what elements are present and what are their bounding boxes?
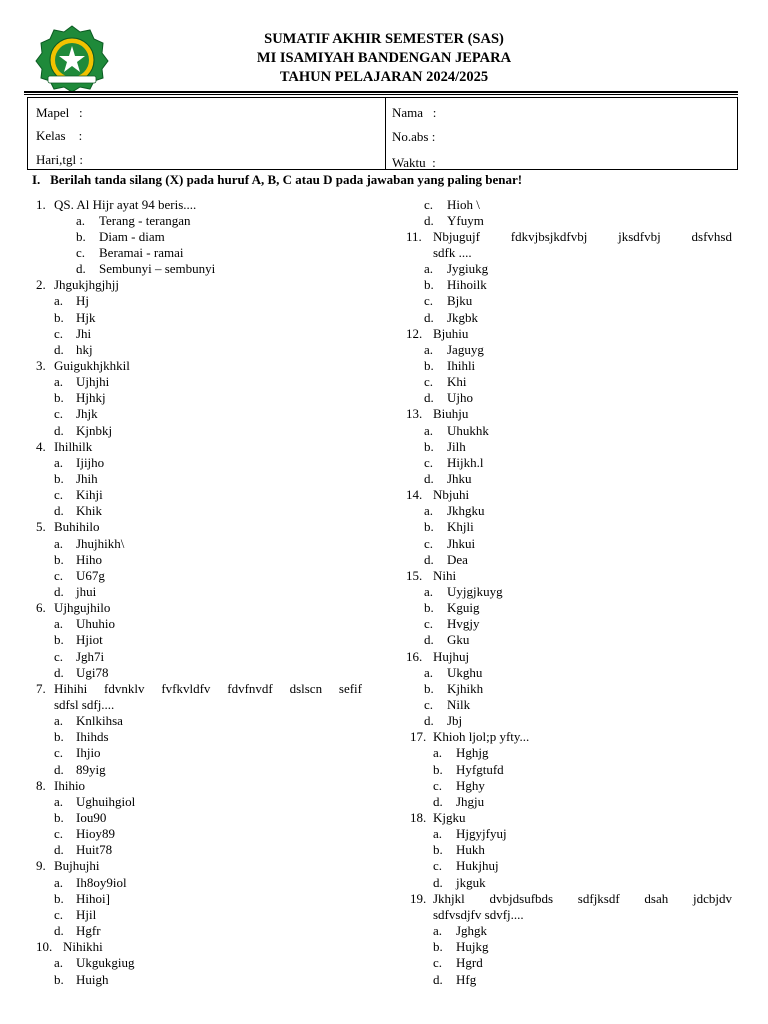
question-text: Khioh ljol;p yfty... bbox=[433, 729, 530, 744]
option-text: Gku bbox=[447, 632, 470, 647]
instruction-number: I. bbox=[32, 172, 41, 187]
question-number: 17. bbox=[410, 729, 427, 744]
question-text: Biuhju bbox=[433, 406, 469, 421]
option-text: Hjk bbox=[76, 310, 96, 325]
option-letter: a. bbox=[54, 794, 64, 809]
option-text: Jkgbk bbox=[447, 310, 479, 325]
option-text: Beramai - ramai bbox=[99, 245, 184, 260]
option-text: Jkhgku bbox=[447, 503, 485, 518]
question-number: 3. bbox=[36, 358, 46, 373]
question-text: Ihihio bbox=[54, 778, 86, 793]
title-line-2: MI ISAMIYAH BANDENGAN JEPARA bbox=[256, 50, 512, 66]
option-letter: b. bbox=[424, 600, 434, 615]
option-letter: c. bbox=[54, 649, 64, 664]
option-letter: b. bbox=[54, 972, 64, 987]
option-letter: d. bbox=[54, 423, 64, 438]
option-text: Jhgju bbox=[456, 794, 485, 809]
option-text: hkj bbox=[76, 342, 93, 357]
question-number: 13. bbox=[406, 406, 423, 421]
option-text: jkguk bbox=[456, 875, 486, 890]
option-letter: c. bbox=[54, 568, 64, 583]
option-letter: c. bbox=[54, 745, 64, 760]
option-letter: a. bbox=[54, 875, 64, 890]
option-letter: c. bbox=[433, 955, 443, 970]
option-text: Jhkui bbox=[447, 536, 476, 551]
option-letter: d. bbox=[54, 762, 64, 777]
option-letter: b. bbox=[433, 762, 443, 777]
option-letter: a. bbox=[424, 342, 434, 357]
option-letter: b. bbox=[54, 891, 64, 906]
option-letter: d. bbox=[424, 390, 434, 405]
option-text: Ukgukgiug bbox=[76, 955, 135, 970]
option-letter: c. bbox=[54, 326, 64, 341]
option-text: Huigh bbox=[76, 972, 109, 987]
option-letter: c. bbox=[54, 406, 64, 421]
option-letter: d. bbox=[54, 923, 64, 938]
option-text: jhui bbox=[76, 584, 97, 599]
question-text: Kjgku bbox=[433, 810, 466, 825]
option-letter: a. bbox=[76, 213, 86, 228]
question-text-line-2: sdfsl sdfj.... bbox=[54, 697, 115, 712]
option-text: Hjhkj bbox=[76, 390, 106, 405]
option-letter: b. bbox=[424, 358, 434, 373]
question-text: Ujhgujhilo bbox=[54, 600, 111, 615]
question-text: Bjuhiu bbox=[433, 326, 469, 341]
option-letter: d. bbox=[54, 503, 64, 518]
option-letter: b. bbox=[54, 390, 64, 405]
option-text: Uhukhk bbox=[447, 423, 489, 438]
option-text: Hgrd bbox=[456, 955, 483, 970]
option-letter: c. bbox=[424, 697, 434, 712]
instruction bbox=[32, 172, 522, 187]
title-line-3: TAHUN PELAJARAN 2024/2025 bbox=[279, 69, 489, 85]
option-text: Hghjg bbox=[456, 745, 489, 760]
question-number: 8. bbox=[36, 778, 46, 793]
option-text: Hjiot bbox=[76, 632, 103, 647]
option-letter: d. bbox=[424, 632, 434, 647]
nama-field: Nama : bbox=[392, 105, 437, 120]
question-number: 4. bbox=[36, 439, 46, 454]
option-text: Hihoi] bbox=[76, 891, 110, 906]
option-letter: c. bbox=[76, 245, 86, 260]
option-text: Hujkg bbox=[456, 939, 489, 954]
option-text: Hyfgtufd bbox=[456, 762, 504, 777]
question-text: Buhihilo bbox=[54, 519, 100, 534]
question-number: 9. bbox=[36, 858, 46, 873]
option-text: U67g bbox=[76, 568, 105, 583]
option-letter: d. bbox=[433, 875, 443, 890]
option-letter: b. bbox=[54, 729, 64, 744]
question-text: Hujhuj bbox=[433, 649, 470, 664]
option-letter: b. bbox=[54, 471, 64, 486]
kelas-field: Kelas : bbox=[36, 128, 83, 143]
option-letter: d. bbox=[54, 665, 64, 680]
option-text: Hiho bbox=[76, 552, 102, 567]
option-letter: a. bbox=[54, 713, 64, 728]
question-text-line-2: sdfvsdjfv sdvfj.... bbox=[433, 907, 524, 922]
option-text: Jhih bbox=[76, 471, 98, 486]
option-text: Hfg bbox=[456, 972, 477, 987]
question-text: Ihilhilk bbox=[54, 439, 93, 454]
option-text: Kjhikh bbox=[447, 681, 484, 696]
question-text-line-1: Jkhjkl dvbjdsufbds sdfjksdf dsah jdcbjdv bbox=[433, 891, 732, 906]
instruction-text: Berilah tanda silang (X) pada huruf A, B, C atau D pada jawaban yang paling benar! bbox=[50, 172, 523, 187]
option-text: Hijkh.l bbox=[447, 455, 484, 470]
option-letter: a. bbox=[424, 503, 434, 518]
option-letter: c. bbox=[424, 536, 434, 551]
option-letter: c. bbox=[54, 487, 64, 502]
option-text: Ihihli bbox=[447, 358, 476, 373]
question-number: 5. bbox=[36, 519, 46, 534]
option-letter: a. bbox=[54, 293, 64, 308]
question-text: Guigukhjkhkil bbox=[54, 358, 130, 373]
option-text: Huit78 bbox=[76, 842, 113, 857]
option-letter: d. bbox=[76, 261, 86, 276]
option-letter: d. bbox=[424, 713, 434, 728]
question-number: 11. bbox=[406, 229, 422, 244]
question-text: Nihi bbox=[433, 568, 457, 583]
question-number: 19. bbox=[410, 891, 427, 906]
option-text: Ujho bbox=[447, 390, 473, 405]
mapel-field: Mapel : bbox=[36, 105, 83, 120]
question-number: 18. bbox=[410, 810, 427, 825]
option-text: Hjil bbox=[76, 907, 97, 922]
option-text: Bjku bbox=[447, 293, 473, 308]
option-text: Sembunyi – sembunyi bbox=[99, 261, 216, 276]
option-letter: c. bbox=[424, 616, 434, 631]
option-text: Ukghu bbox=[447, 665, 483, 680]
option-text: Hukjhuj bbox=[456, 858, 499, 873]
option-text: Ihihds bbox=[76, 729, 109, 744]
option-text: Dea bbox=[447, 552, 468, 567]
option-text: Hgfr bbox=[76, 923, 101, 938]
option-letter: c. bbox=[433, 858, 443, 873]
question-number: 12. bbox=[406, 326, 423, 341]
noabs-field: No.abs : bbox=[392, 129, 436, 144]
option-text: Hukh bbox=[456, 842, 485, 857]
question-text: QS. Al Hijr ayat 94 beris.... bbox=[54, 197, 197, 212]
option-letter: a. bbox=[54, 955, 64, 970]
option-text: Yfuym bbox=[447, 213, 484, 228]
option-text: Kguig bbox=[447, 600, 480, 615]
option-letter: a. bbox=[54, 455, 64, 470]
option-letter: a. bbox=[424, 584, 434, 599]
option-text: Jygiukg bbox=[447, 261, 489, 276]
question-number: 16. bbox=[406, 649, 423, 664]
question-text: Nihikhi bbox=[63, 939, 103, 954]
question-number: 15. bbox=[406, 568, 423, 583]
question-text: Bujhujhi bbox=[54, 858, 100, 873]
option-letter: b. bbox=[424, 277, 434, 292]
option-text: Ugi78 bbox=[76, 665, 109, 680]
option-text: Jbj bbox=[447, 713, 463, 728]
option-text: Diam - diam bbox=[99, 229, 165, 244]
option-text: Kihji bbox=[76, 487, 103, 502]
option-text: Jilh bbox=[447, 439, 466, 454]
student-info-table bbox=[27, 97, 738, 170]
option-letter: a. bbox=[424, 423, 434, 438]
question-text-line-1: Hihihi fdvnklv fvfkvldfv fdvfnvdf dslscn sefif bbox=[54, 681, 362, 696]
option-letter: a. bbox=[433, 745, 443, 760]
title-line-1: SUMATIF AKHIR SEMESTER (SAS) bbox=[264, 31, 504, 47]
option-letter: a. bbox=[54, 616, 64, 631]
option-letter: c. bbox=[424, 197, 434, 212]
question-number: 2. bbox=[36, 277, 46, 292]
option-letter: b. bbox=[54, 810, 64, 825]
waktu-field: Waktu : bbox=[392, 155, 436, 170]
option-letter: a. bbox=[54, 374, 64, 389]
option-text: Khjli bbox=[447, 519, 474, 534]
option-letter: d. bbox=[54, 584, 64, 599]
question-number: 7. bbox=[36, 681, 46, 696]
option-letter: b. bbox=[433, 939, 443, 954]
option-text: Jhujhikh\ bbox=[76, 536, 125, 551]
option-text: Ijijho bbox=[76, 455, 105, 470]
option-letter: d. bbox=[424, 552, 434, 567]
option-text: Jhjk bbox=[76, 406, 98, 421]
option-letter: b. bbox=[76, 229, 86, 244]
header-rule-thin bbox=[24, 94, 738, 95]
option-letter: d. bbox=[433, 972, 443, 987]
option-letter: a. bbox=[424, 261, 434, 276]
option-letter: b. bbox=[54, 310, 64, 325]
question-number: 6. bbox=[36, 600, 46, 615]
option-letter: b. bbox=[54, 552, 64, 567]
option-text: Hj bbox=[76, 293, 89, 308]
option-letter: b. bbox=[424, 519, 434, 534]
option-letter: c. bbox=[54, 826, 64, 841]
option-letter: a. bbox=[54, 536, 64, 551]
table-divider bbox=[385, 98, 386, 169]
option-letter: b. bbox=[424, 681, 434, 696]
header-rule-thick bbox=[24, 91, 738, 93]
option-letter: d. bbox=[54, 342, 64, 357]
option-text: Hjgyjfyuj bbox=[456, 826, 507, 841]
option-text: Terang - terangan bbox=[99, 213, 191, 228]
option-letter: c. bbox=[424, 374, 434, 389]
option-letter: c. bbox=[433, 778, 443, 793]
option-text: Jaguyg bbox=[447, 342, 484, 357]
option-text: Hghy bbox=[456, 778, 485, 793]
question-number: 10. bbox=[36, 939, 53, 954]
option-text: Ihjio bbox=[76, 745, 101, 760]
option-letter: d. bbox=[424, 213, 434, 228]
question-text-line-2: sdfk .... bbox=[433, 245, 472, 260]
option-letter: b. bbox=[433, 842, 443, 857]
option-letter: d. bbox=[424, 471, 434, 486]
option-text: Uyjgjkuyg bbox=[447, 584, 503, 599]
haritgl-field: Hari,tgl : bbox=[36, 152, 83, 167]
question-text: Jhgukjhgjhjj bbox=[54, 277, 120, 292]
option-text: Hioy89 bbox=[76, 826, 115, 841]
option-letter: c. bbox=[54, 907, 64, 922]
option-letter: b. bbox=[54, 632, 64, 647]
option-text: Kjnbkj bbox=[76, 423, 113, 438]
question-text: Nbjuhi bbox=[433, 487, 470, 502]
option-text: Jgh7i bbox=[76, 649, 105, 664]
option-letter: c. bbox=[424, 455, 434, 470]
option-letter: d. bbox=[54, 842, 64, 857]
question-number: 1. bbox=[36, 197, 46, 212]
question-number: 14. bbox=[406, 487, 423, 502]
option-text: Jhku bbox=[447, 471, 472, 486]
option-letter: a. bbox=[424, 665, 434, 680]
option-letter: b. bbox=[424, 439, 434, 454]
option-letter: d. bbox=[433, 794, 443, 809]
option-text: Khik bbox=[76, 503, 102, 518]
option-letter: a. bbox=[433, 826, 443, 841]
option-letter: a. bbox=[433, 923, 443, 938]
option-text: Hvgjy bbox=[447, 616, 480, 631]
question-text-line-1: Nbjugujf fdkvjbsjkdfvbj jksdfvbj dsfvhsd bbox=[433, 229, 732, 244]
option-text: Ughuihgiol bbox=[76, 794, 136, 809]
option-text: Hioh \ bbox=[447, 197, 480, 212]
option-text: Ih8oy9iol bbox=[76, 875, 127, 890]
document-header bbox=[0, 30, 768, 87]
option-text: Nilk bbox=[447, 697, 471, 712]
option-text: Hihoilk bbox=[447, 277, 487, 292]
option-letter: c. bbox=[424, 293, 434, 308]
option-text: Khi bbox=[447, 374, 467, 389]
option-text: Iou90 bbox=[76, 810, 107, 825]
option-text: 89yig bbox=[76, 762, 106, 777]
option-text: Uhuhio bbox=[76, 616, 115, 631]
option-text: Jghgk bbox=[456, 923, 488, 938]
option-text: Jhi bbox=[76, 326, 92, 341]
option-text: Ujhjhi bbox=[76, 374, 110, 389]
option-text: Knlkihsa bbox=[76, 713, 123, 728]
option-letter: d. bbox=[424, 310, 434, 325]
